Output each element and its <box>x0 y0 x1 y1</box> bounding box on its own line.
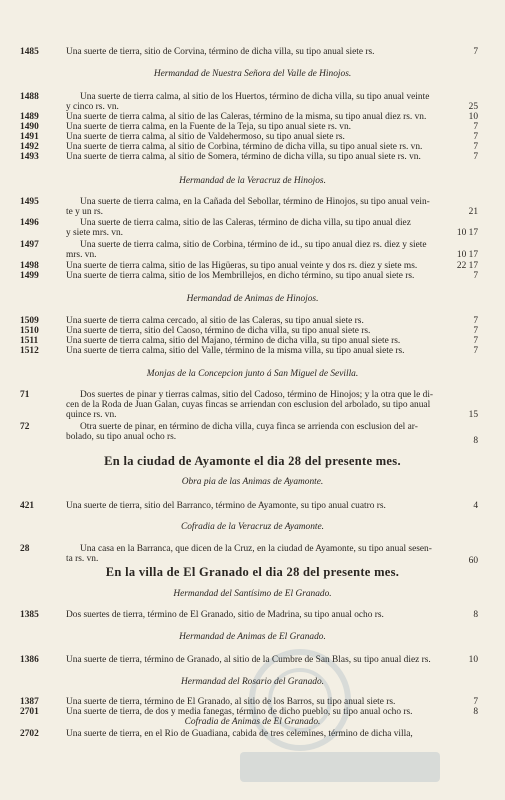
lot-amount: 7 <box>473 122 478 132</box>
lot-amount: 7 <box>473 142 478 152</box>
lot-number: 1511 <box>20 336 39 346</box>
lot-amount: 15 <box>468 410 478 420</box>
page-section-title: En la villa de El Granado el dia 28 del presente mes. <box>105 565 400 579</box>
lot-number: 1485 <box>20 47 39 57</box>
lot-description: Una suerte de tierra calma, al sitio de los Huertos, término de dicha villa, su tipo anual veinte <box>80 92 430 102</box>
lot-amount: 25 <box>468 102 478 112</box>
lot-number: 71 <box>20 390 30 400</box>
lot-description: Una suerte de tierra calma, sitio del Valle, término de la misma villa, su tipo anual siete rs. <box>66 346 405 356</box>
lot-description-cont: te y un rs. <box>66 207 103 217</box>
lot-description: Una suerte de tierra calma, al sitio de Somera, término de dicha villa, su tipo anual siete rs. vn. <box>66 152 421 162</box>
lot-number: 1488 <box>20 92 39 102</box>
section-heading: Hermandad del Santísimo de El Granado. <box>173 589 332 599</box>
lot-description-cont: ta rs. vn. <box>66 554 99 564</box>
page-section-title: En la ciudad de Ayamonte el dia 28 del presente mes. <box>104 454 401 468</box>
section-heading: Monjas de la Concepcion junto á San Miguel de Sevilla. <box>146 369 359 379</box>
section-heading: Hermandad de Animas de El Granado. <box>179 632 326 642</box>
lot-amount: 7 <box>473 326 478 336</box>
lot-number: 2701 <box>20 707 39 717</box>
lot-description: Una suerte de tierra calma, sitio de las Higüeras, su tipo anual veinte y dos rs. diez y siete ms. <box>66 261 418 271</box>
lot-description: Una suerte de tierra calma, sitio de las Caleras, término de dicha villa, su tipo anual diez <box>80 218 411 228</box>
lot-number: 28 <box>20 544 30 554</box>
lot-description-cont: cen de la Roda de Juan Galan, cuyas fincas se arriendan con esclusion del arbolado, su tipo anual <box>66 400 431 410</box>
lot-amount: 7 <box>473 271 478 281</box>
lot-amount: 10 <box>468 655 478 665</box>
section-heading: Obra pia de las Animas de Ayamonte. <box>181 477 324 487</box>
lot-number: 1386 <box>20 655 39 665</box>
lot-amount: 10 17 <box>456 250 478 260</box>
lot-description: Otra suerte de pinar, en término de dicha villa, cuya finca se arrienda con esclusion del ar- <box>80 422 418 432</box>
lot-description: Una suerte de tierra, de dos y media fanegas, término de dicho pueblo, su tipo anual ocho rs. <box>66 707 413 717</box>
lot-description-cont: y cinco rs. vn. <box>66 102 119 112</box>
section-heading: Hermandad del Rosario del Granado. <box>181 677 324 687</box>
lot-description: Una suerte de tierra calma, al sitio de Corbina, término de dicha villa, su tipo anual siete rs. vn. <box>66 142 423 152</box>
lot-amount: 10 <box>468 112 478 122</box>
lot-amount: 7 <box>473 346 478 356</box>
lot-description-cont: bolado, su tipo anual ocho rs. <box>66 432 177 442</box>
lot-description: Una suerte de tierra calma, en la Fuente de la Teja, su tipo anual siete rs. vn. <box>66 122 352 132</box>
lot-number: 1492 <box>20 142 39 152</box>
lot-description-cont: mrs. vn. <box>66 250 97 260</box>
lot-number: 1493 <box>20 152 39 162</box>
lot-description: Una suerte de tierra, sitio del Caoso, término de dicha villa, su tipo anual siete rs. <box>66 326 371 336</box>
lot-description: Dos suertes de pinar y tierras calmas, sitio del Cadoso, término de Hinojos; y la otra que le di- <box>80 390 434 400</box>
lot-amount: 7 <box>473 47 478 57</box>
lot-amount: 4 <box>473 501 478 511</box>
lot-amount: 10 17 <box>456 228 478 238</box>
lot-number: 1387 <box>20 697 39 707</box>
lot-amount: 7 <box>473 697 478 707</box>
lot-number: 1510 <box>20 326 39 336</box>
lot-description: Una casa en la Barranca, que dicen de la Cruz, en la ciudad de Ayamonte, su tipo anual sesen- <box>80 544 432 554</box>
lot-amount: 21 <box>468 207 478 217</box>
section-heading: Hermandad de Animas de Hinojos. <box>186 294 319 304</box>
lot-description-cont: quince rs. vn. <box>66 410 117 420</box>
section-heading: Hermandad de la Veracruz de Hinojos. <box>179 176 326 186</box>
lot-number: 1497 <box>20 240 39 250</box>
lot-amount: 8 <box>473 610 478 620</box>
lot-number: 72 <box>20 422 30 432</box>
lot-amount: 22 17 <box>456 261 478 271</box>
lot-description: Una suerte de tierra calma, sitio de los Membrillejos, en dicho término, su tipo anual siete rs. <box>66 271 415 281</box>
lot-description: Una suerte de tierra calma cercado, al sitio de las Caleras, su tipo anual siete rs. <box>66 316 364 326</box>
lot-description: Una suerte de tierra calma, al sitio de las Caleras, término de la misma, su tipo anual diez rs. vn. <box>66 112 427 122</box>
section-heading: Hermandad de Nuestra Señora del Valle de Hinojos. <box>153 69 352 79</box>
lot-description: Una suerte de tierra calma, al sitio de Valdehermoso, su tipo anual siete rs. <box>66 132 345 142</box>
lot-amount: 7 <box>473 316 478 326</box>
lot-number: 2702 <box>20 729 39 739</box>
lot-description: Una suerte de tierra calma, sitio del Majano, término de dicha villa, su tipo anual siete rs. <box>66 336 401 346</box>
lot-amount: 8 <box>473 707 478 717</box>
lot-number: 1489 <box>20 112 39 122</box>
lot-description: Una suerte de tierra calma, sitio de Corbina, término de id., su tipo anual diez rs. diez y siete <box>80 240 427 250</box>
lot-number: 1385 <box>20 610 39 620</box>
lot-number: 421 <box>20 501 35 511</box>
lot-description: Una suerte de tierra calma, en la Cañada del Sebollar, término de Hinojos, su tipo anual vein- <box>80 197 430 207</box>
lot-number: 1490 <box>20 122 39 132</box>
lot-description: Una suerte de tierra, sitio del Barranco, término de Ayamonte, su tipo anual cuatro rs. <box>66 501 386 511</box>
lot-number: 1495 <box>20 197 39 207</box>
lot-description: Una suerte de tierra, término de El Granado, al sitio de los Barros, su tipo anual siete rs. <box>66 697 396 707</box>
lot-number: 1509 <box>20 316 39 326</box>
lot-description-cont: y siete mrs. vn. <box>66 228 124 238</box>
lot-number: 1496 <box>20 218 39 228</box>
lot-description: Una suerte de tierra, término de Granado, al sitio de la Cumbre de San Blas, su tipo anual diez rs. <box>66 655 431 665</box>
lot-amount: 8 <box>473 436 478 446</box>
lot-amount: 7 <box>473 132 478 142</box>
lot-number: 1498 <box>20 261 39 271</box>
lot-amount: 60 <box>468 556 478 566</box>
lot-description: Dos suertes de tierra, término de El Granado, sitio de Madrina, su tipo anual ocho rs. <box>66 610 384 620</box>
lot-amount: 7 <box>473 152 478 162</box>
library-seal-watermark-icon <box>230 640 450 790</box>
section-heading: Cofradia de la Veracruz de Ayamonte. <box>180 522 325 532</box>
lot-description: Una suerte de tierra, sitio de Corvina, término de dicha villa, su tipo anual siete rs. <box>66 47 375 57</box>
section-heading: Cofradia de Animas de El Granado. <box>184 717 321 727</box>
lot-amount: 7 <box>473 336 478 346</box>
lot-number: 1512 <box>20 346 39 356</box>
lot-number: 1491 <box>20 132 39 142</box>
lot-description: Una suerte de tierra, en el Rio de Guadiana, cabida de tres celemines, término de dicha villa, <box>66 729 413 739</box>
lot-number: 1499 <box>20 271 39 281</box>
